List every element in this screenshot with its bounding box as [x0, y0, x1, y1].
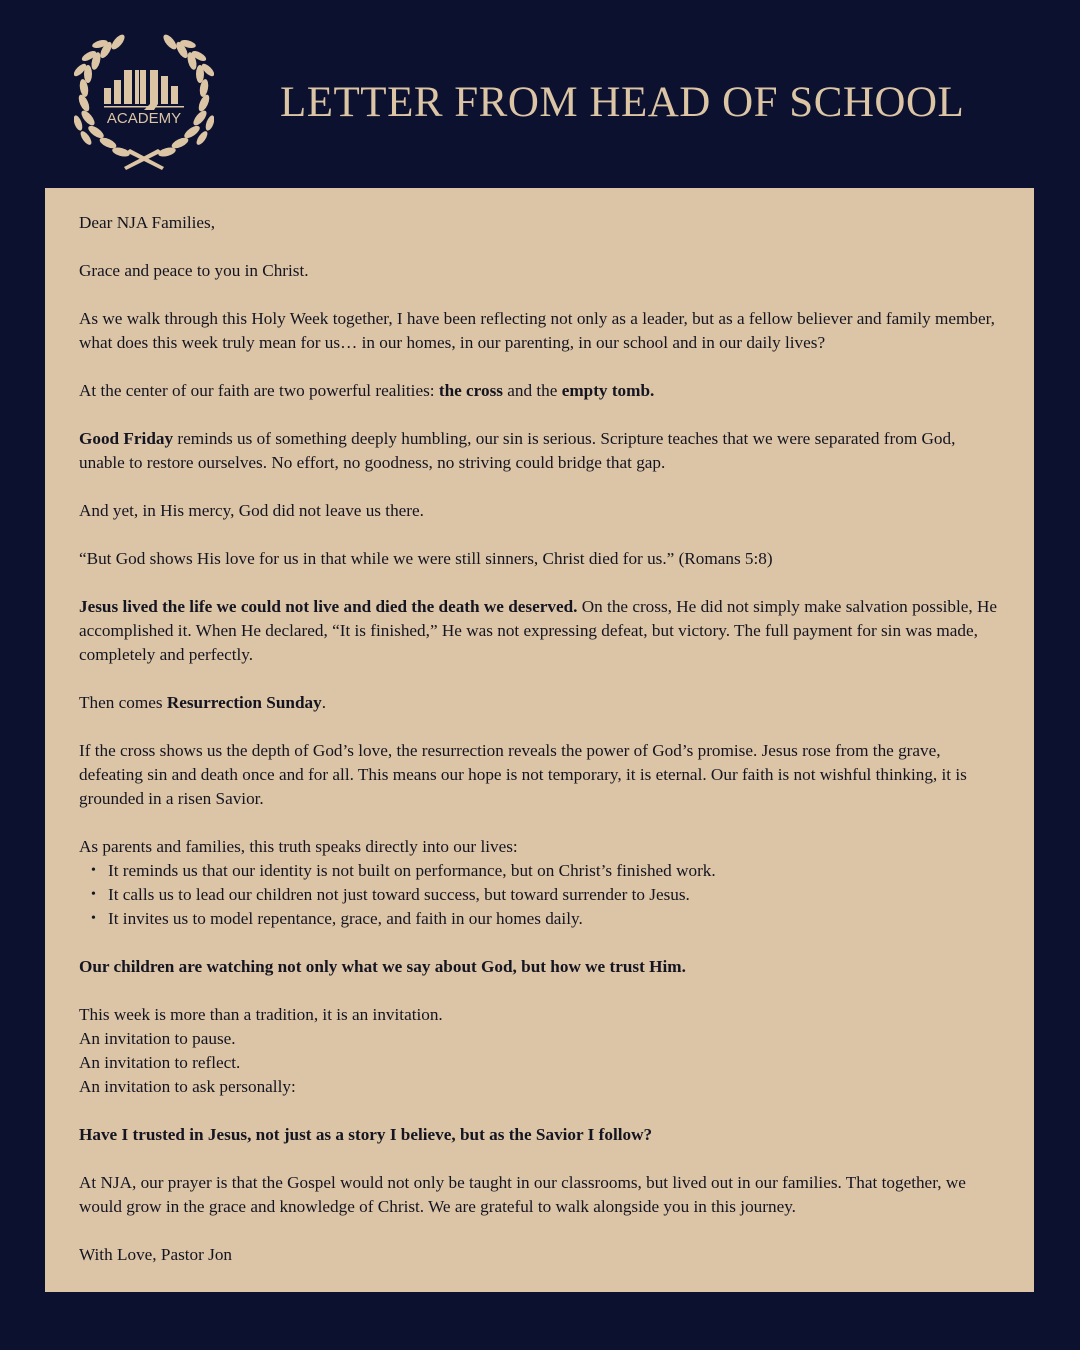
paragraph-center: At the center of our faith are two powerful realities: the cross and the empty tomb. [79, 381, 655, 400]
paragraph-jesus: Jesus lived the life we could not live and died the death we deserved. On the cross, He did not simply make salvation possible, He accomplished it. When He declared, “It is finished,” He was not expressing defeat, but victory. The full payment for sin was made, completely and perfectly. [79, 597, 998, 664]
paragraph-question: Have I trusted in Jesus, not just as a story I believe, but as the Savior I follow? [79, 1125, 653, 1144]
invitation-line: An invitation to ask personally: [79, 1077, 296, 1096]
paragraph-resurrection: If the cross shows us the depth of God’s love, the resurrection reveals the power of God’s promise. Jesus rose from the grave, defeating sin and death once and for all. This means our hope is not temporary, it is eternal. Our faith is not wishful thinking, it is grounded in a risen Savior. [79, 741, 967, 808]
bold-empty-tomb: empty tomb. [561, 381, 655, 400]
scripture-quote: “But God shows His love for us in that while we were still sinners, Christ died for us.” (Romans 5:8) [79, 549, 773, 568]
list-item: • It calls us to lead our children not just toward success, but toward surrender to Jesus. [108, 883, 1004, 907]
letter-body [45, 188, 1034, 1292]
paragraph-resurrection-sunday: Then comes Resurrection Sunday. [79, 693, 326, 712]
paragraph-nja: At NJA, our prayer is that the Gospel would not only be taught in our classrooms, but lived out in our families. That together, we would grow in the grace and knowledge of Christ. We are grateful to walk alongside you in this journey. [79, 1173, 966, 1216]
paragraph-good-friday: Good Friday reminds us of something deeply humbling, our sin is serious. Scripture teaches that we were separated from God, unable to restore ourselves. No effort, no goodness, no striving could bridge that gap. [79, 429, 956, 472]
list-item: • It invites us to model repentance, grace, and faith in our homes daily. [108, 907, 1004, 931]
header [0, 0, 1080, 188]
paragraph-reflection: As we walk through this Holy Week together, I have been reflecting not only as a leader, but as a fellow believer and family member, what does this week truly mean for us… in our homes, in our parenting, in our school and in our daily lives? [79, 309, 995, 352]
laurel-wreath-logo-icon [74, 28, 214, 170]
invitation-lines [79, 1003, 1004, 1099]
bold-the-cross: the cross [438, 381, 503, 400]
invitation-line: An invitation to pause. [79, 1029, 236, 1048]
invitation-line: This week is more than a tradition, it is an invitation. [79, 1005, 443, 1024]
greeting: Grace and peace to you in Christ. [79, 261, 309, 280]
logo-text: ACADEMY [106, 110, 182, 127]
bullet-list [79, 859, 1004, 931]
signoff: With Love, Pastor Jon [79, 1245, 233, 1264]
page-title: LETTER FROM HEAD OF SCHOOL [280, 79, 965, 126]
salutation: Dear NJA Families, [79, 213, 216, 232]
paragraph-mercy: And yet, in His mercy, God did not leave us there. [79, 501, 424, 520]
invitation-line: An invitation to reflect. [79, 1053, 241, 1072]
paragraph-children: Our children are watching not only what we say about God, but how we trust Him. [79, 957, 686, 976]
paragraph-parents: As parents and families, this truth speaks directly into our lives: [79, 837, 518, 856]
list-item: • It reminds us that our identity is not built on performance, but on Christ’s finished work. [108, 859, 1004, 883]
